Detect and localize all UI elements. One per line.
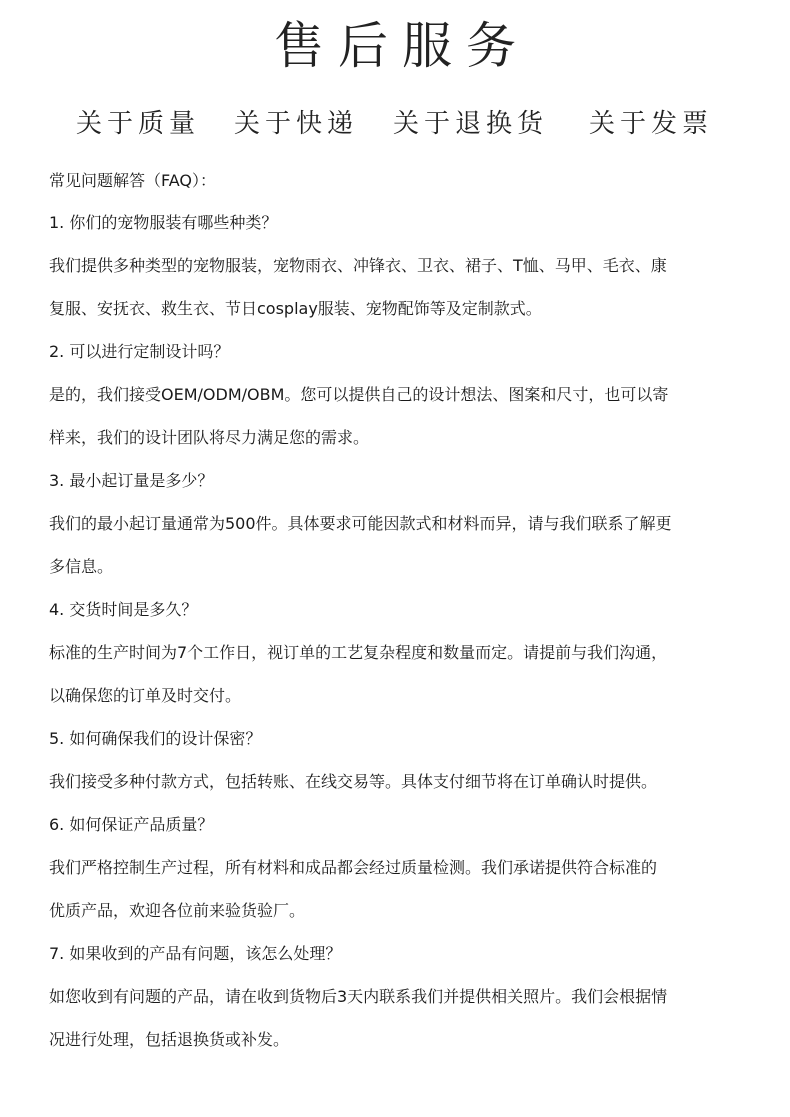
- page-title: 售后服务: [274, 17, 530, 75]
- faq-answer-2-line-2: 样来，我们的设计团队将尽力满足您的需求。: [49, 428, 370, 447]
- faq-question-1: 1. 你们的宠物服装有哪些种类？: [49, 213, 278, 232]
- faq-answer-6-line-2: 优质产品，欢迎各位前来验货验厂。: [49, 901, 306, 920]
- faq-question-6: 6. 如何保证产品质量？: [49, 815, 214, 834]
- faq-answer-1-line-1: 我们提供多种类型的宠物服装，宠物雨衣、冲锋衣、卫衣、裙子、T恤、马甲、毛衣、康: [49, 256, 667, 275]
- faq-answer-5-line-1: 我们接受多种付款方式，包括转账、在线交易等。具体支付细节将在订单确认时提供。: [49, 772, 658, 791]
- faq-answer-4-line-2: 以确保您的订单及时交付。: [49, 686, 242, 705]
- tab-invoice[interactable]: 关于发票: [589, 109, 714, 139]
- faq-question-3: 3. 最小起订量是多少？: [49, 471, 214, 490]
- faq-answer-6-line-1: 我们严格控制生产过程，所有材料和成品都会经过质量检测。我们承诺提供符合标准的: [49, 858, 658, 877]
- faq-question-5: 5. 如何确保我们的设计保密？: [49, 729, 262, 748]
- tab-returns[interactable]: 关于退换货: [393, 109, 549, 139]
- tab-quality[interactable]: 关于质量: [76, 109, 201, 139]
- faq-section: [49, 165, 749, 1067]
- faq-question-2: 2. 可以进行定制设计吗？: [49, 342, 230, 361]
- faq-intro: 常见问题解答（FAQ）：: [49, 171, 216, 190]
- faq-answer-3-line-2: 多信息。: [49, 557, 114, 576]
- faq-answer-3-line-1: 我们的最小起订量通常为500件。具体要求可能因款式和材料而异，请与我们联系了解更: [49, 514, 672, 533]
- faq-answer-7-line-1: 如您收到有问题的产品，请在收到货物后3天内联系我们并提供相关照片。我们会根据情: [49, 987, 668, 1006]
- tab-shipping[interactable]: 关于快递: [234, 109, 359, 139]
- faq-question-4: 4. 交货时间是多久？: [49, 600, 198, 619]
- faq-answer-7-line-2: 况进行处理，包括退换货或补发。: [49, 1030, 290, 1049]
- faq-answer-4-line-1: 标准的生产时间为7个工作日，视订单的工艺复杂程度和数量而定。请提前与我们沟通，: [49, 643, 668, 662]
- faq-answer-1-line-2: 复服、安抚衣、救生衣、节日cosplay服装、宠物配饰等及定制款式。: [49, 299, 542, 318]
- faq-answer-2-line-1: 是的，我们接受OEM/ODM/OBM。您可以提供自己的设计想法、图案和尺寸，也可以寄: [49, 385, 669, 404]
- faq-question-7: 7. 如果收到的产品有问题，该怎么处理？: [49, 944, 342, 963]
